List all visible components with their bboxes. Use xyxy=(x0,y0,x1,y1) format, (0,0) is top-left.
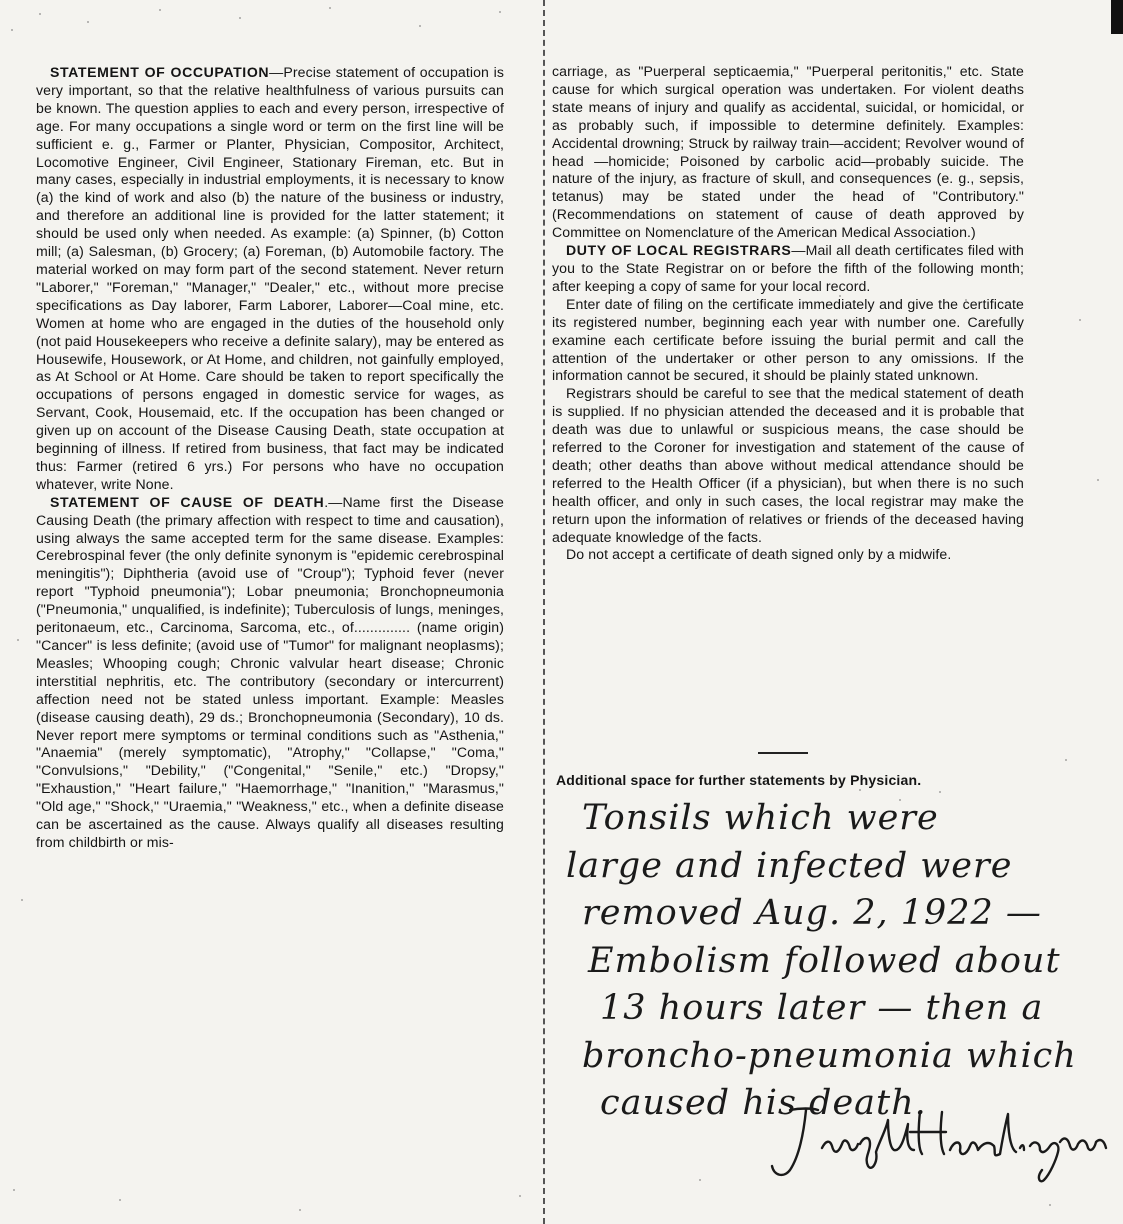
registrars-heading: DUTY OF LOCAL REGISTRARS xyxy=(566,242,792,259)
registrars-paragraph-1 xyxy=(552,242,1024,296)
handwritten-line: large and infected were xyxy=(566,845,1013,886)
signature-scrawl xyxy=(760,1100,1120,1190)
column-divider xyxy=(543,0,545,1224)
cause-paragraph xyxy=(36,494,504,852)
handwritten-line: broncho-pneumonia which xyxy=(582,1035,1077,1076)
handwritten-line: removed Aug. 2, 1922 — xyxy=(582,893,1042,933)
occupation-heading: STATEMENT OF OCCUPATION xyxy=(50,64,270,80)
section-rule xyxy=(758,752,808,754)
registrars-paragraph-3: Registrars should be careful to see that the medical statement of death is supplied. If no physician attended the deceased and it is probable that death was due to unlawful or suspicious means, the case should be referred to the Coroner for investigation and statement of the cause of death; other deaths than above without medical attendance should be referred to the Health Officer (if a physician), but when there is no such health officer, and only in such cases, the local registrar may make the return upon the information of relatives or friends of the deceased having adequate knowledge of the facts. xyxy=(552,385,1024,545)
handwritten-line: Tonsils which were xyxy=(582,798,939,838)
physician-handwritten-note xyxy=(560,795,1077,1128)
handwritten-line: 13 hours later — then a xyxy=(600,988,1044,1028)
registrars-body-1: —Mail all death certificates filed with you to the State Registrar on or before the fifth of the following month; after keeping a copy of same for your local record. xyxy=(552,242,1024,294)
additional-space-label: Additional space for further statements by Physician. xyxy=(556,772,922,788)
handwritten-line: Embolism followed about xyxy=(588,940,1061,981)
cause-heading: STATEMENT OF CAUSE OF DEATH xyxy=(50,493,325,510)
right-column xyxy=(552,63,1024,564)
registrars-paragraph-4: Do not accept a certificate of death signed only by a midwife. xyxy=(566,546,952,563)
occupation-body: —Precise statement of occupation is very important, so that the relative healthfulness of various pursuits can be known. The question applies to each and every person, irrespective of age. For many occupations a single word or term on the first line will be sufficient e. g., Farmer or Planter, Physician, Compositor, Architect, Locomotive Engineer, Civil Engineer, Stationary Fireman, etc. But in many cases, especially in industrial employments, it is necessary to know (a) the kind of work and also (b) the nature of the business or industry, and therefore an additional line is provided for the latter statement; it should be used only when needed. As example: (a) Spinner, (b) Cotton mill; (a) Salesman, (b) Grocery; (a) Foreman, (b) Automobile factory. The material worked on may form part of the second statement. Never return "Laborer," "Foreman," "Manager," "Dealer," etc., without more precise specifications as Day laborer, Farm Laborer, Laborer—Coal mine, etc. Women at home who are engaged in the duties of the household only (not paid Housekeepers who receive a definite salary), may be entered as Housewife, Housework, or At Home, and children, not gainfully employed, as At School or At Home. Care should be taken to report specifically the occupations of persons engaged in domestic service for wages, as Servant, Cook, Housemaid, etc. If the occupation has been changed or given up on account of the Disease Causing Death, state occupation at beginning of illness. If retired from business, that fact may be indicated thus: Farmer (retired 6 yrs.) For persons who have no occupation whatever, write None. xyxy=(36,64,504,492)
cause-body: .—Name first the Disease Causing Death (the primary affection with respect to time and causation), using always the same accepted term for the same disease. Examples: Cerebrospinal fever (the only definite synonym is "epidemic cerebrospinal meningitis"); Diphtheria (avoid use of "Croup"); Typhoid fever (never report "Typhoid pneumonia"); Lobar pneumonia; Bronchopneumonia ("Pneumonia," unqualified, is indefinite); Tuberculosis of lungs, meninges, peritonaeum, etc., Carcinoma, Sarcoma, etc., of.............. (name origin) "Cancer" is less definite; (avoid use of "Tumor" for malignant neoplasms); Measles; Whooping cough; Chronic valvular heart disease; Chronic interstitial nephritis, etc. The contributory (secondary or intercurrent) affection need not be stated unless important. Example: Measles (disease causing death), 29 ds.; Bronchopneumonia (Secondary), 10 ds. Never report mere symptoms or terminal conditions such as "Asthenia," "Anaemia" (merely symptomatic), "Atrophy," "Collapse," "Coma," "Convulsions," "Debility," ("Congenital," "Senile," etc.) "Dropsy," "Exhaustion," "Heart failure," "Haemorrhage," "Inanition," "Marasmus," "Old age," "Shock," "Uraemia," "Weakness," etc., when a definite disease can be ascertained as the cause. Always qualify all diseases resulting from childbirth or mis- xyxy=(36,493,504,850)
physician-signature xyxy=(760,1100,1120,1190)
registrars-paragraph-2: Enter date of filing on the certificate immediately and give the certificate its registered number, beginning each year with number one. Carefully examine each certificate before issuing the burial permit and call the attention of the undertaker or other person to any omissions. If the information cannot be secured, it should be plainly stated unknown. xyxy=(552,295,1024,384)
cause-continuation: carriage, as "Puerperal septicaemia," "Puerperal peritonitis," etc. State cause for which surgical operation was undertaken. For violent deaths state means of injury and qualify as accidental, suicidal, or homicidal, or as probably such, if impossible to determine definitely. Examples: Accidental drowning; Struck by railway train—accident; Revolver wound of head —homicide; Poisoned by carbolic acid—probably suicide. The nature of the injury, as fracture of skull, and consequences (e. g., sepsis, tetanus) may be stated under the head of "Contributory." (Recommendations on statement of cause of death approved by Committee on Nomenclature of the American Medical Association.) xyxy=(552,63,1024,241)
left-column xyxy=(36,64,504,852)
handwritten-line: caused his death. xyxy=(600,1083,927,1123)
occupation-paragraph xyxy=(36,64,504,494)
scan-edge-mark xyxy=(1111,0,1123,34)
